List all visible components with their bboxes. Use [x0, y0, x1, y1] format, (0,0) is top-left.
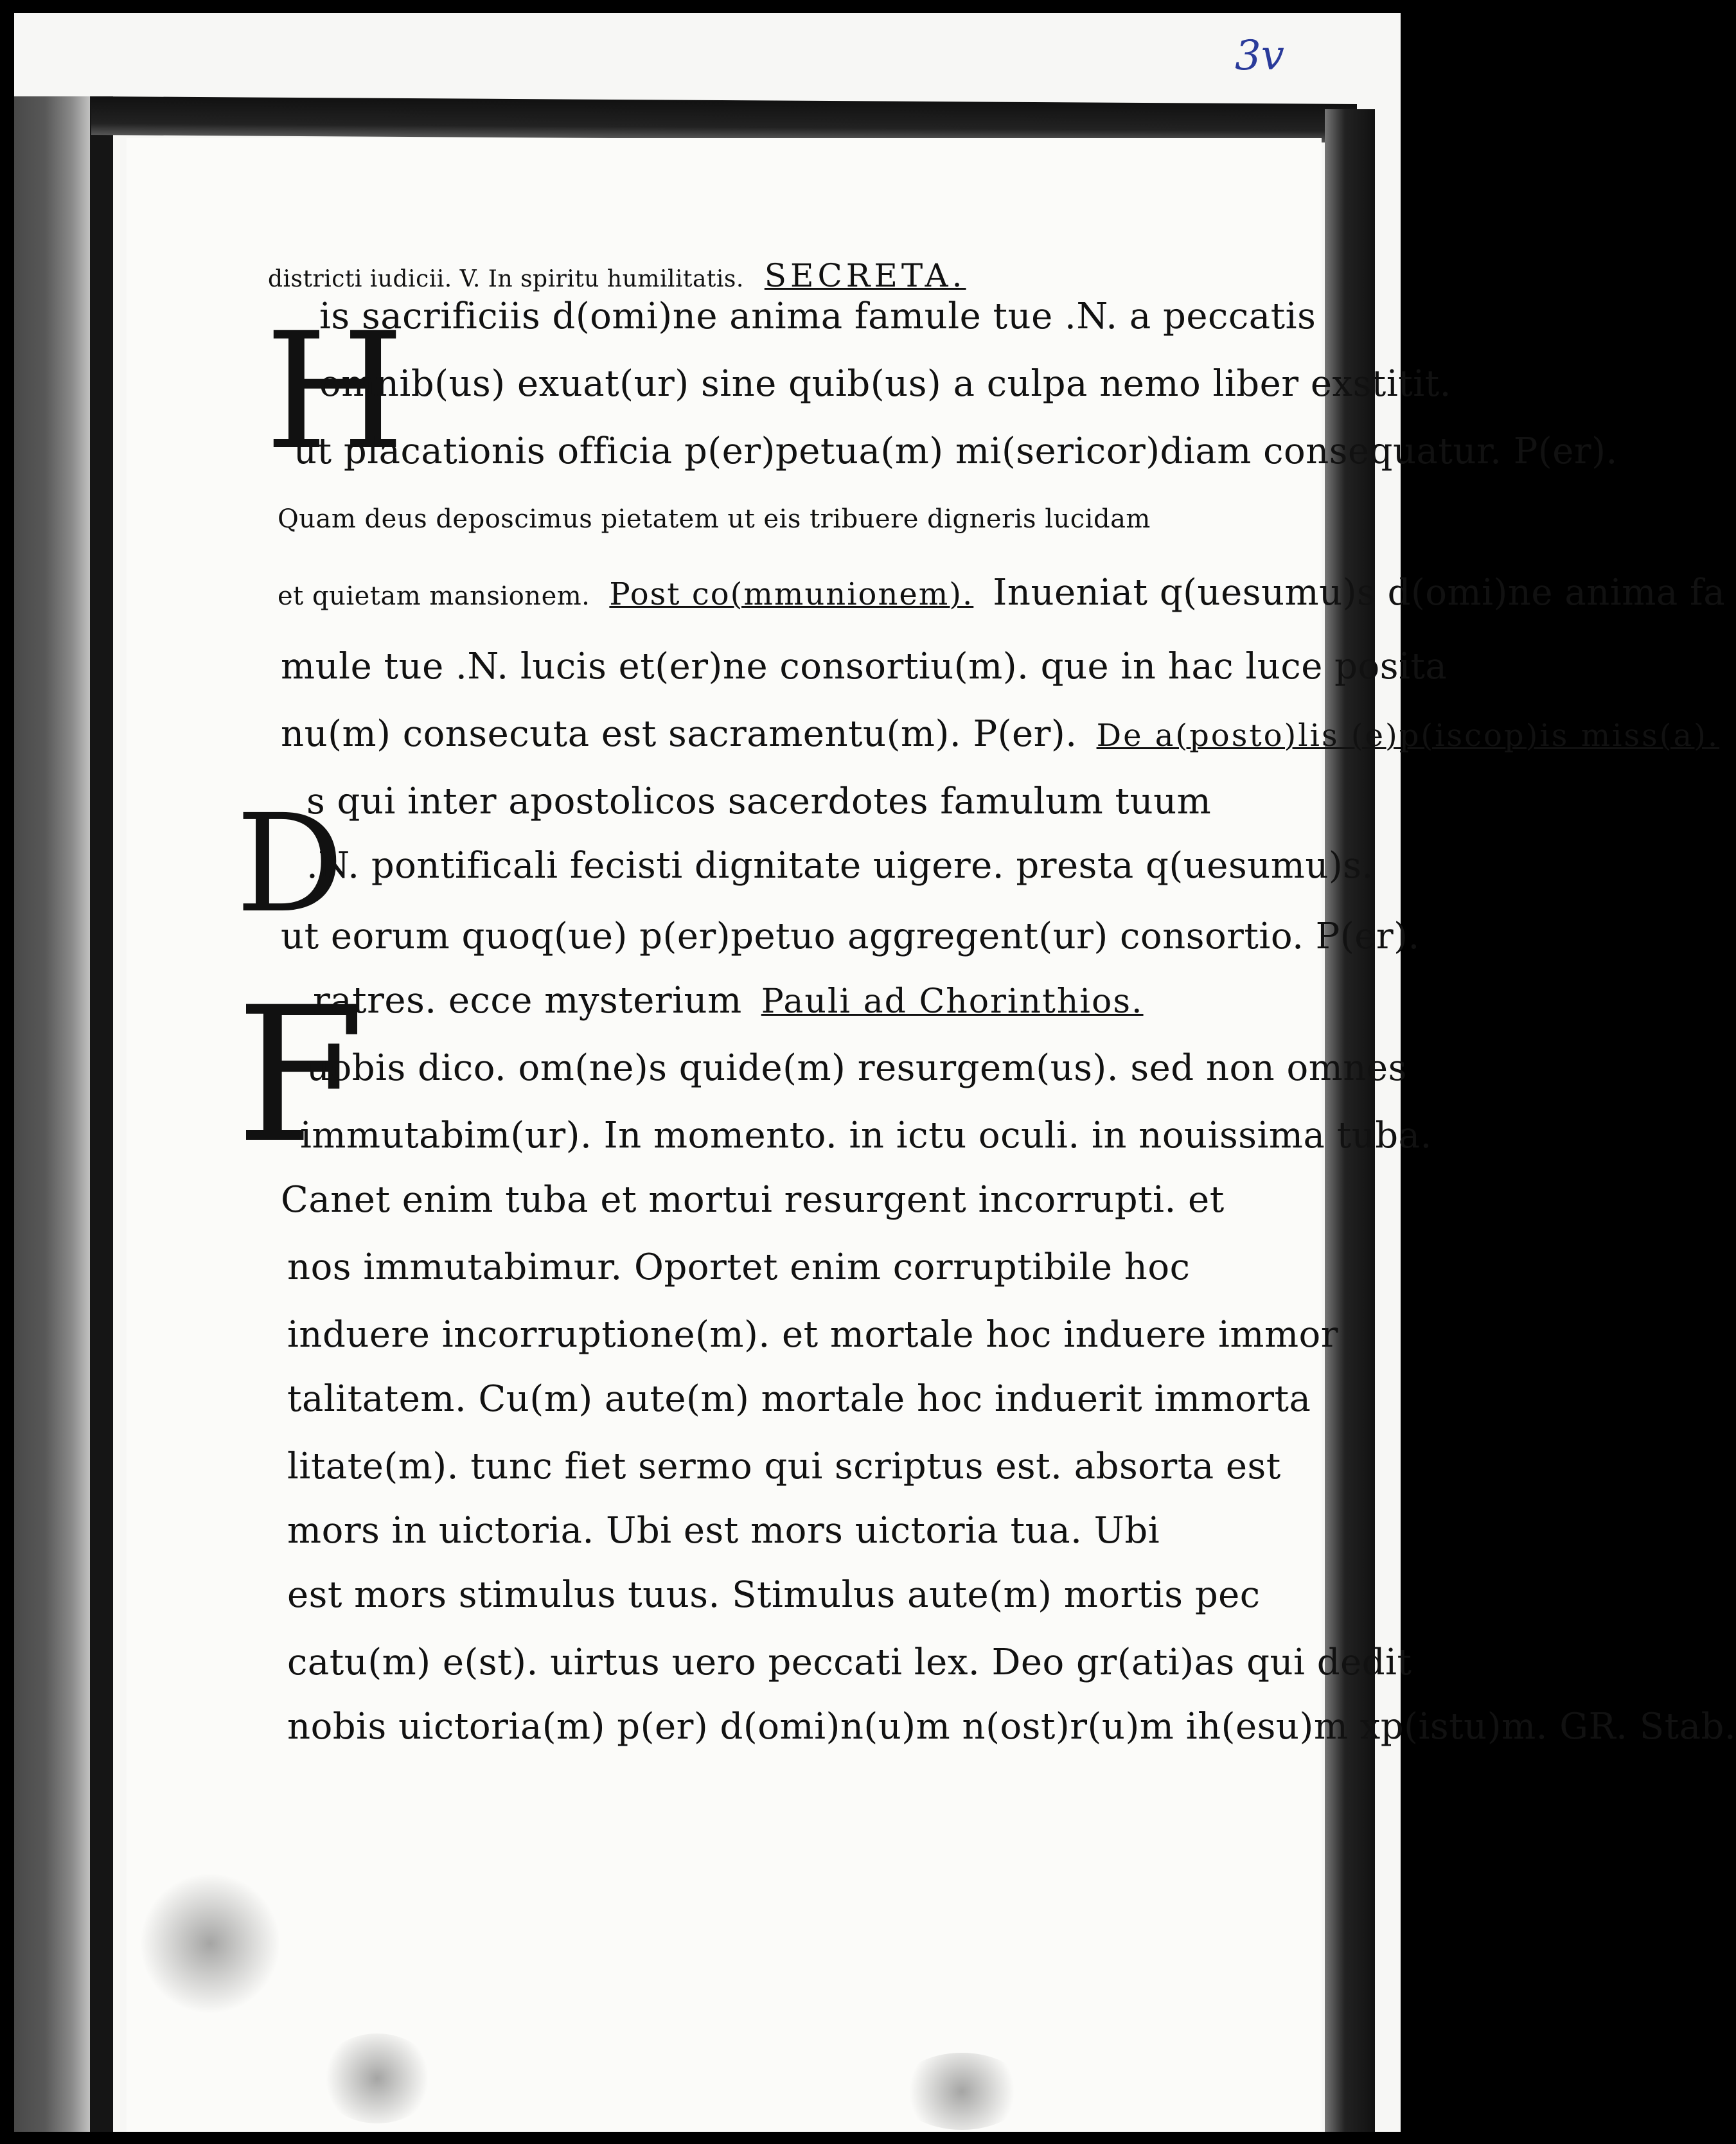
text-line-group: [313, 980, 1144, 1022]
page-edge-left: [90, 96, 113, 2132]
text-line: catu(m) e(st). uirtus uero peccati lex. Deo gr(ati)as qui dedit: [287, 1642, 1412, 1683]
text-line: ut eorum quoq(ue) p(er)petuo aggregent(ur) consortio. P(er).: [281, 916, 1420, 957]
text-line: talitatem. Cu(m) aute(m) mortale hoc induerit immorta: [287, 1378, 1311, 1420]
text-line-group: [278, 572, 1725, 614]
rubric-secreta: SECRETA.: [764, 257, 966, 294]
text-line: uobis dico. om(ne)s quide(m) resurgem(us). sed non omnes: [306, 1047, 1407, 1089]
text-segment: Inueniat q(uesumu)s d(omi)ne anima fa: [993, 572, 1726, 614]
header-text: districti iudicii. V. In spiritu humilitatis.: [268, 266, 744, 292]
text-line: nobis uictoria(m) p(er) d(omi)n(u)m n(ost)r(u)m ih(esu)m xp(istu)m. GR. Stab.: [287, 1706, 1736, 1748]
text-line: Quam deus deposcimus pietatem ut eis tribuere digneris lucidam: [278, 504, 1151, 534]
text-line: est mors stimulus tuus. Stimulus aute(m) mortis pec: [287, 1574, 1261, 1616]
initial-d: D: [236, 785, 344, 943]
text-segment: nu(m) consecuta est sacramentu(m). P(er).: [281, 713, 1077, 755]
manuscript-page: [127, 138, 1736, 2132]
rubric-mass-title: De a(posto)lis (e)p(iscop)is miss(a).: [1096, 718, 1720, 754]
text-line: omnib(us) exuat(ur) sine quib(us) a culpa nemo liber exstitit.: [319, 363, 1451, 405]
rubric-epistle-title: Pauli ad Chorinthios.: [761, 982, 1144, 1021]
text-segment: et quietam mansionem.: [278, 581, 590, 611]
rubric-post-communion: Post co(mmunionem).: [609, 576, 974, 612]
folio-number: 3v: [1235, 32, 1284, 80]
text-line: ut placationis officia p(er)petua(m) mi(sericor)diam consequatur. P(er).: [294, 430, 1618, 472]
scan-noise: [898, 2053, 1026, 2130]
initial-f: F: [236, 968, 366, 1184]
scan-noise: [139, 1873, 281, 2014]
text-line: litate(m). tunc fiet sermo qui scriptus est. absorta est: [287, 1446, 1281, 1487]
text-line: Canet enim tuba et mortui resurgent incorrupti. et: [281, 1179, 1225, 1221]
text-line: induere incorruptione(m). et mortale hoc induere immor: [287, 1314, 1339, 1356]
scan-margin-shadow: [14, 96, 91, 2132]
text-line: mors in uictoria. Ubi est mors uictoria tua. Ubi: [287, 1510, 1160, 1552]
photocopy-sheet: [14, 13, 1736, 2132]
text-line-header: [268, 257, 966, 294]
text-line: immutabim(ur). In momento. in ictu oculi. in nouissima tuba.: [300, 1115, 1432, 1156]
initial-h: H: [265, 298, 405, 485]
scan-noise: [319, 2033, 435, 2123]
text-line: mule tue .N. lucis et(er)ne consortiu(m). que in hac luce posita: [281, 646, 1448, 687]
text-line: s qui inter apostolicos sacerdotes famulum tuum: [306, 781, 1212, 822]
text-line: .N. pontificali fecisti dignitate uigere. presta q(uesumu)s.: [306, 845, 1374, 887]
text-line: nos immutabimur. Oportet enim corruptibile hoc: [287, 1246, 1191, 1288]
text-segment: ratres. ecce mysterium: [313, 980, 742, 1022]
text-line-group: [281, 713, 1719, 755]
page-edge-top: [91, 96, 1357, 143]
text-line: is sacrificiis d(omi)ne anima famule tue .N. a peccatis: [319, 296, 1316, 337]
